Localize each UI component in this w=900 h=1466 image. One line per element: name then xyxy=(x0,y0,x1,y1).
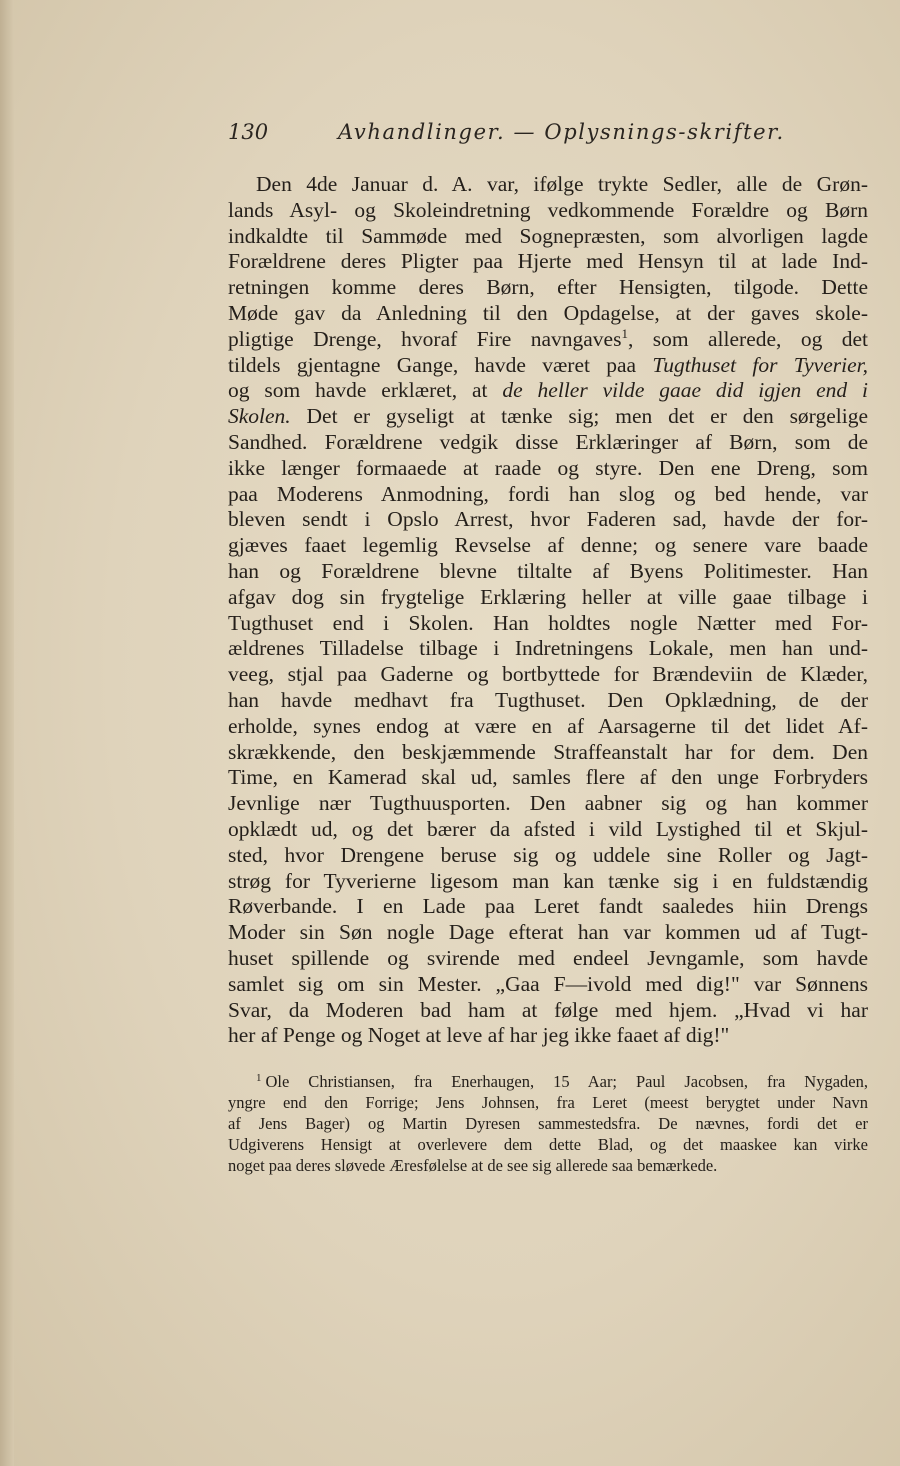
footnote-line: Udgiverens Hensigt at overlevere dem dette Blad, og det maaskee kan virke xyxy=(228,1135,868,1154)
text-line: erholde, synes endog at være en af Aarsagerne til det lidet Af- xyxy=(228,713,868,738)
text-line: samlet sig om sin Mester. „Gaa F—ivold med dig!" var Sønnens xyxy=(228,971,868,996)
text-line: paa Moderens Anmodning, fordi han slog og bed hende, var xyxy=(228,481,868,506)
text-line: Forældrene deres Pligter paa Hjerte med Hensyn til at lade Ind- xyxy=(228,249,868,274)
footnote-line: noget paa deres sløvede Æresfølelse at de see sig allerede saa bemærkede. xyxy=(228,1156,718,1175)
text-line: her af Penge og Noget at leve af har jeg ikke faaet af dig!" xyxy=(228,1023,730,1048)
text-line: Time, en Kamerad skal ud, samles flere af den unge Forbryders xyxy=(228,765,868,790)
text-line: Tugthuset end i Skolen. Han holdtes nogle Nætter med For- xyxy=(228,610,868,635)
footnote-line: yngre end den Forrige; Jens Johnsen, fra Leret (meest berygtet under Navn xyxy=(228,1093,868,1112)
text-line: strøg for Tyverierne ligesom man kan tænke sig i en fuldstændig xyxy=(228,868,868,893)
emphasized-text: de heller vilde gaae did igjen end i xyxy=(502,378,869,403)
text-line: huset spillende og svirende med endeel Jevngamle, som havde xyxy=(228,945,868,970)
text-line: sted, hvor Drengene beruse sig og uddele sine Roller og Jagt- xyxy=(228,842,868,867)
emphasized-text: Skolen. xyxy=(228,404,291,429)
text-segment: , som allerede, og det xyxy=(627,326,868,351)
footnote xyxy=(228,1071,868,1176)
text-line: han havde medhavt fra Tugthuset. Den Opklædning, de der xyxy=(228,687,868,712)
footnote-reference: 1 xyxy=(621,325,628,341)
text-line xyxy=(228,378,868,404)
text-line: Moder sin Søn nogle Dage efterat han var kommen ud af Tugt- xyxy=(228,920,868,945)
text-line: ikke længer formaaede at raade og styre. Den ene Dreng, som xyxy=(228,455,868,480)
text-line: afgav dog sin frygtelige Erklæring heller at ville gaae tilbage i xyxy=(228,584,868,609)
text-segment: tildels gjentagne Gange, havde været paa xyxy=(228,352,653,377)
text-line: Jevnlige nær Tugthuusporten. Den aabner sig og han kommer xyxy=(228,791,868,816)
text-line: Den 4de Januar d. A. var, ifølge trykte Sedler, alle de Grøn- xyxy=(256,172,868,196)
text-line: Møde gav da Anledning til den Opdagelse, at der gaves skole- xyxy=(228,300,868,325)
text-line: Sandhed. Forældrene vedgik disse Erklæringer af Børn, som de xyxy=(228,429,868,454)
footnote-text: Ole Christiansen, fra Enerhaugen, 15 Aar; Paul Jacobsen, fra Nygaden, xyxy=(265,1072,868,1091)
text-line: Svar, da Moderen bad ham at følge med hjem. „Hvad vi har xyxy=(228,997,868,1022)
footnote-line xyxy=(228,1071,868,1092)
text-line: skrækkende, den beskjæmmende Straffeanstalt har for dem. Den xyxy=(228,739,868,764)
text-line: opklædt ud, og det bærer da afsted i vild Lystighed til et Skjul- xyxy=(228,816,868,841)
page-header xyxy=(228,120,868,150)
text-line: ældrenes Tilladelse tilbage i Indretningens Lokale, men han und- xyxy=(228,636,868,661)
running-head: Avhandlinger. — Oplysnings-skrifter. xyxy=(338,120,785,144)
text-line xyxy=(228,404,868,430)
text-segment: Det er gyseligt at tænke sig; men det er den sørgelige xyxy=(290,404,868,429)
text-line: lands Asyl- og Skoleindretning vedkommende Forældre og Børn xyxy=(228,197,868,222)
text-segment: og som havde erklæret, at xyxy=(228,378,503,403)
text-line xyxy=(228,327,868,353)
text-segment: pligtige Drenge, hvoraf Fire navngaves xyxy=(228,326,622,351)
text-line: han og Forældrene blevne tiltalte af Byens Politimester. Han xyxy=(228,558,868,583)
footnote-line: af Jens Bager) og Martin Dyresen sammestedsfra. De nævnes, fordi det er xyxy=(228,1114,868,1133)
text-line: bleven sendt i Opslo Arrest, hvor Faderen sad, havde der for- xyxy=(228,507,868,532)
page-number: 130 xyxy=(228,120,269,144)
footnote-mark: 1 xyxy=(256,1072,262,1084)
text-line xyxy=(228,353,868,379)
page-edge-shadow xyxy=(0,0,14,1466)
text-line: Røverbande. I en Lade paa Leret fandt saaledes hiin Drengs xyxy=(228,894,868,919)
body-text xyxy=(228,172,868,1049)
text-line: gjæves faaet legemlig Revselse af denne; og senere vare baade xyxy=(228,533,868,558)
text-line: retningen komme deres Børn, efter Hensigten, tilgode. Dette xyxy=(228,275,868,300)
emphasized-text: Tugthuset for Tyverier, xyxy=(652,352,868,377)
text-line: indkaldte til Sammøde med Sognepræsten, som alvorligen lagde xyxy=(228,223,868,248)
text-line: veeg, stjal paa Gaderne og bortbyttede for Brændeviin de Klæder, xyxy=(228,662,868,687)
